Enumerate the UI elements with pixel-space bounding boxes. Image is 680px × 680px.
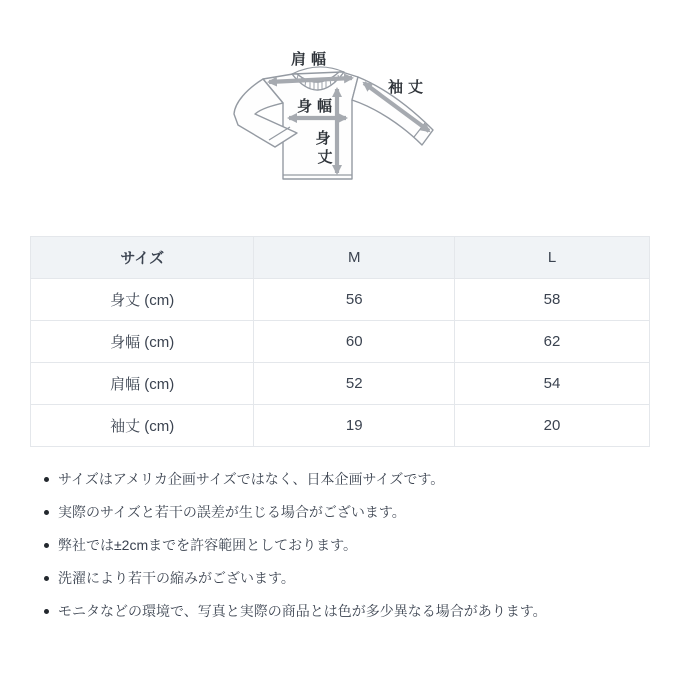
size-m-column-header: M xyxy=(254,237,455,279)
value-l: 62 xyxy=(455,321,650,363)
size-table-header-row xyxy=(31,237,650,279)
size-column-header: サイズ xyxy=(31,237,254,279)
value-l: 58 xyxy=(455,279,650,321)
sleeve-length-label: 袖丈 xyxy=(387,79,429,96)
note-text: 弊社では±2cmまでを許容範囲としております。 xyxy=(58,537,358,553)
note-text: モニタなどの環境で、写真と実際の商品とは色が多少異なる場合があります。 xyxy=(58,603,547,619)
list-item xyxy=(44,568,652,589)
list-item xyxy=(44,469,652,490)
note-text: 洗濯により若干の縮みがございます。 xyxy=(58,570,295,586)
bullet-dot-icon xyxy=(44,609,49,614)
body-length-label-char2: 丈 xyxy=(317,149,333,166)
bullet-dot-icon xyxy=(44,477,49,482)
table-row-shoulder-width xyxy=(31,363,650,405)
bullet-dot-icon xyxy=(44,510,49,515)
value-m: 19 xyxy=(254,405,455,447)
row-label: 肩幅 (cm) xyxy=(31,363,254,405)
size-l-column-header: L xyxy=(455,237,650,279)
list-item xyxy=(44,535,652,556)
row-label: 袖丈 (cm) xyxy=(31,405,254,447)
table-row-body-width xyxy=(31,321,650,363)
list-item xyxy=(44,502,652,523)
note-text: 実際のサイズと若干の誤差が生じる場合がございます。 xyxy=(58,504,406,520)
row-label: 身幅 (cm) xyxy=(31,321,254,363)
shirt-measurement-diagram xyxy=(225,28,455,218)
shoulder-width-label: 肩幅 xyxy=(290,51,332,68)
shirt-diagram-svg xyxy=(225,28,455,218)
table-row-body-length xyxy=(31,279,650,321)
value-m: 56 xyxy=(254,279,455,321)
notes-list xyxy=(44,469,652,634)
body-length-label-char1: 身 xyxy=(315,130,331,147)
list-item xyxy=(44,601,652,622)
bullet-dot-icon xyxy=(44,543,49,548)
bullet-dot-icon xyxy=(44,576,49,581)
note-text: サイズはアメリカ企画サイズではなく、日本企画サイズです。 xyxy=(58,471,445,487)
value-m: 52 xyxy=(254,363,455,405)
row-label: 身丈 (cm) xyxy=(31,279,254,321)
value-l: 20 xyxy=(455,405,650,447)
body-width-label: 身幅 xyxy=(296,98,338,115)
table-row-sleeve-length xyxy=(31,405,650,447)
size-table xyxy=(30,236,650,447)
value-m: 60 xyxy=(254,321,455,363)
value-l: 54 xyxy=(455,363,650,405)
